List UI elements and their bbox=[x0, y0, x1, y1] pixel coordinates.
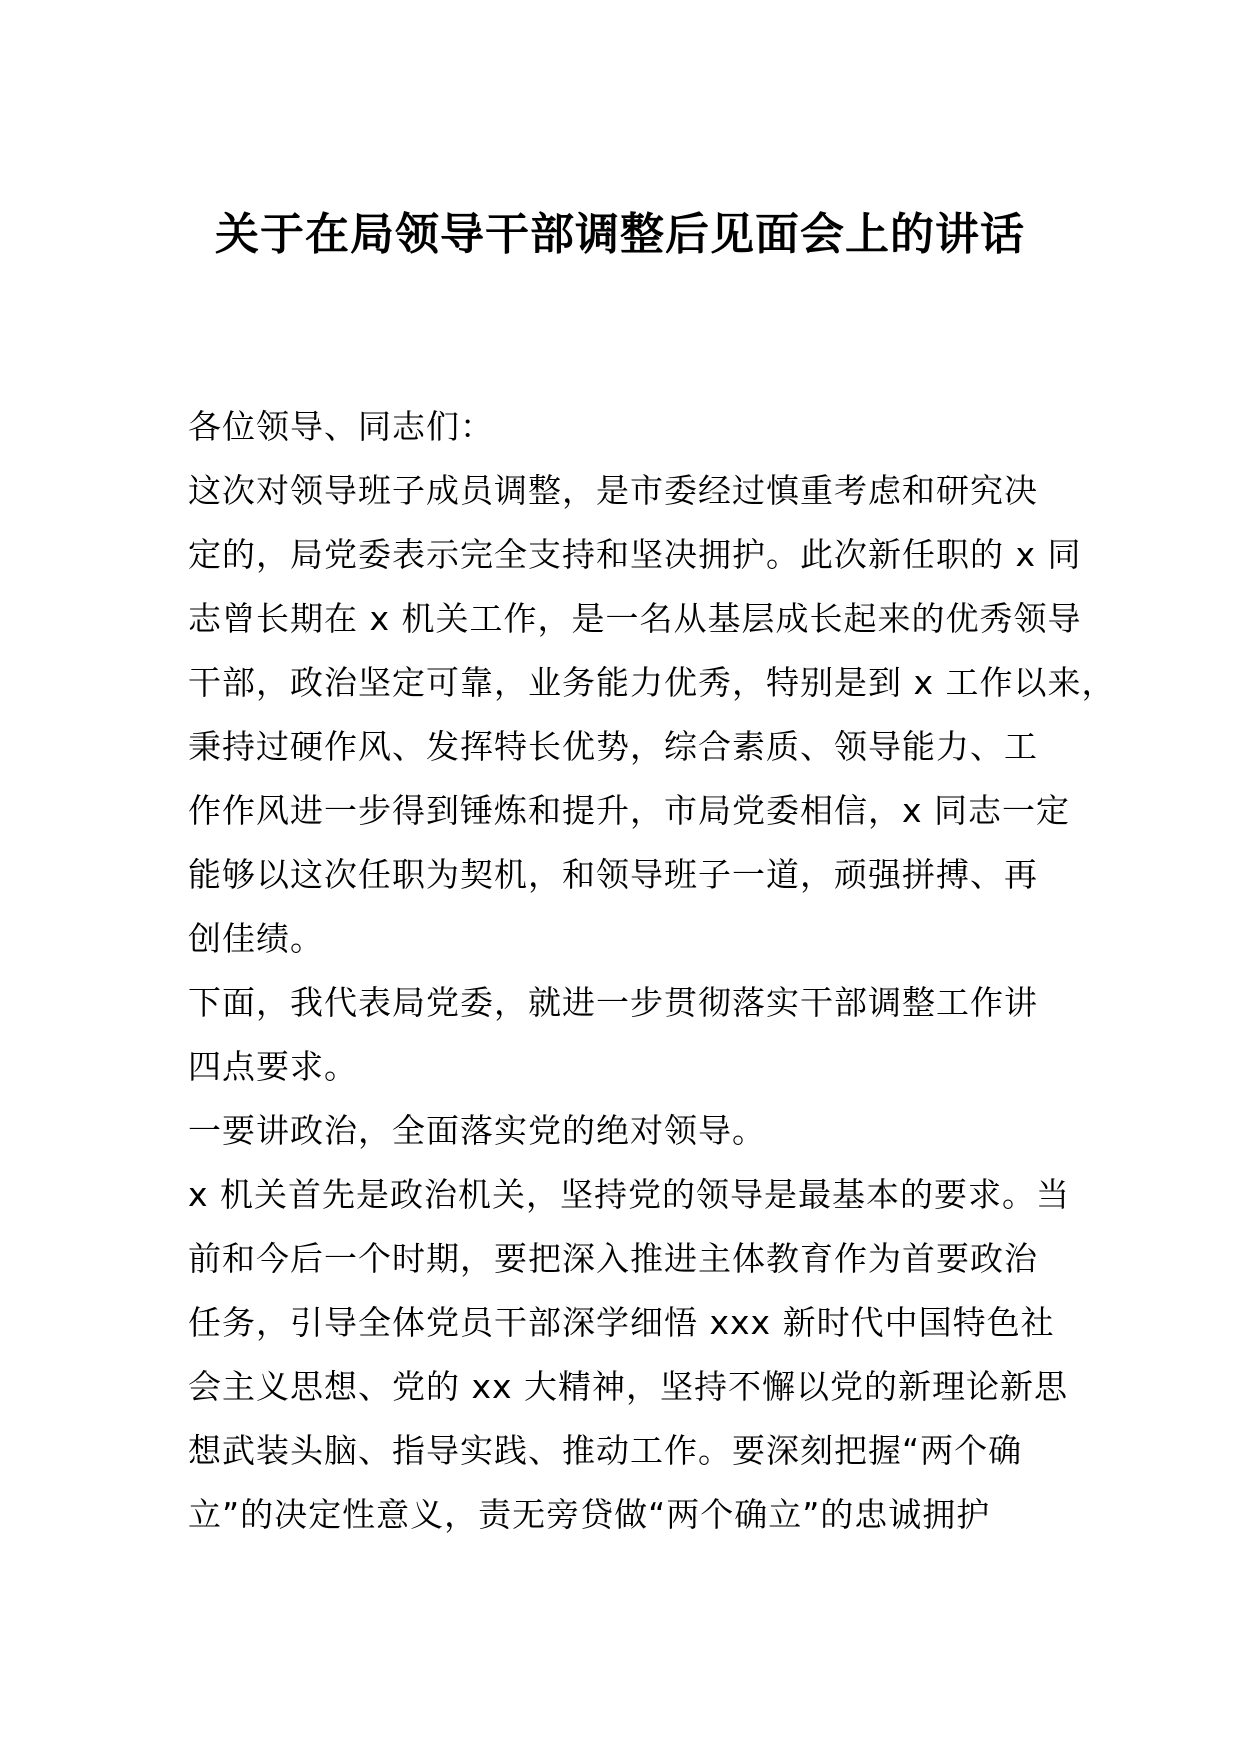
document-body bbox=[188, 395, 1116, 1547]
body-line: 志曾长期在 x 机关工作，是一名从基层成长起来的优秀领导 bbox=[188, 599, 1082, 638]
document-title: 关于在局领导干部调整后见面会上的讲话 bbox=[215, 209, 1025, 260]
body-line: 创佳绩。 bbox=[188, 919, 324, 958]
body-line: 这次对领导班子成员调整，是市委经过慎重考虑和研究决 bbox=[188, 471, 1038, 510]
body-line: 前和今后一个时期，要把深入推进主体教育作为首要政治 bbox=[188, 1239, 1038, 1278]
body-line: 各位领导、同志们： bbox=[188, 407, 494, 446]
body-line: 四点要求。 bbox=[188, 1047, 358, 1086]
body-line: 定的，局党委表示完全支持和坚决拥护。此次新任职的 x 同 bbox=[188, 535, 1082, 574]
body-line: 下面，我代表局党委，就进一步贯彻落实干部调整工作讲 bbox=[188, 983, 1038, 1022]
body-line: 任务，引导全体党员干部深学细悟 xxx 新时代中国特色社 bbox=[188, 1303, 1055, 1342]
body-line: 干部，政治坚定可靠，业务能力优秀，特别是到 x 工作以来， bbox=[188, 663, 1116, 702]
body-line: 作作风进一步得到锤炼和提升，市局党委相信，x 同志一定 bbox=[188, 791, 1071, 830]
body-line: x 机关首先是政治机关，坚持党的领导是最基本的要求。当 bbox=[188, 1175, 1071, 1214]
body-line: 一要讲政治，全面落实党的绝对领导。 bbox=[188, 1111, 766, 1150]
body-line: 想武装头脑、指导实践、推动工作。要深刻把握“两个确 bbox=[188, 1431, 1023, 1470]
body-line: 秉持过硬作风、发挥特长优势，综合素质、领导能力、工 bbox=[188, 727, 1038, 766]
body-line: 立”的决定性意义，责无旁贷做“两个确立”的忠诚拥护 bbox=[188, 1495, 991, 1534]
body-line: 会主义思想、党的 xx 大精神，坚持不懈以党的新理论新思 bbox=[188, 1367, 1069, 1406]
body-line: 能够以这次任职为契机，和领导班子一道，顽强拼搏、再 bbox=[188, 855, 1038, 894]
